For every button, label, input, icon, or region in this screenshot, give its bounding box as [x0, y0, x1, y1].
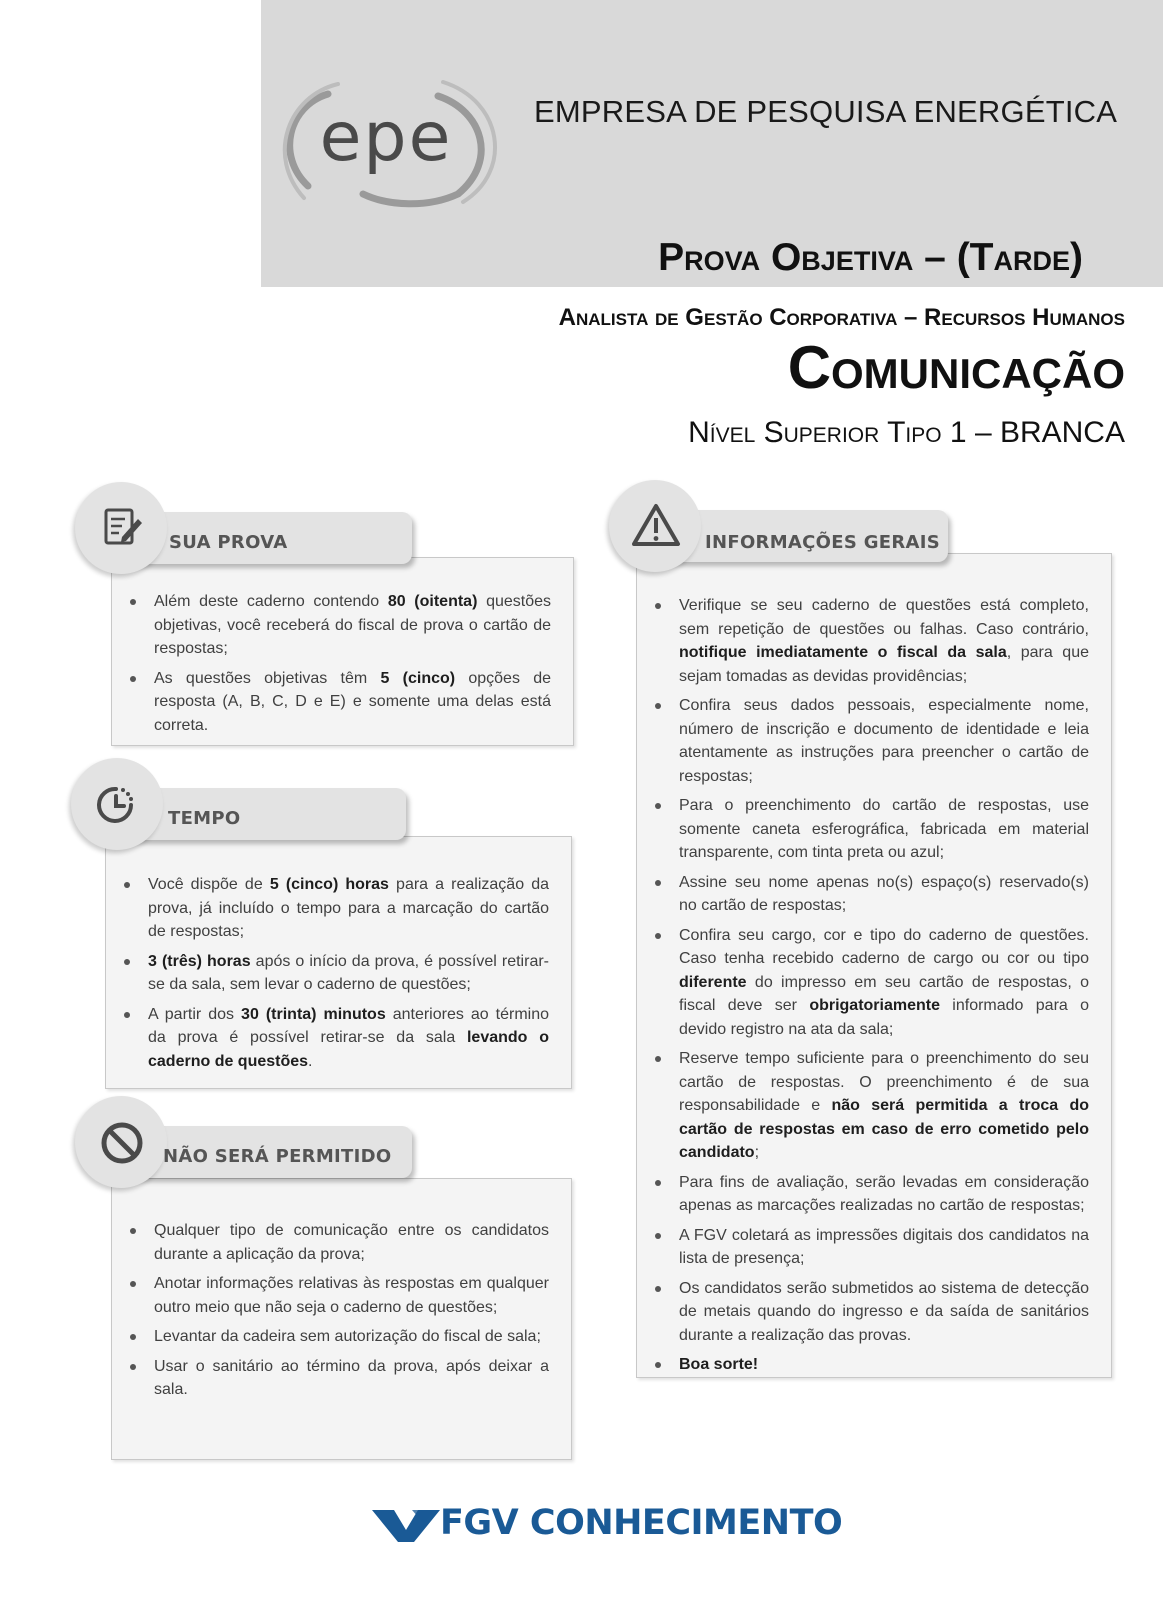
list-item [647, 1277, 1089, 1348]
emphasis-text: 3 (três) horas [148, 952, 251, 970]
item-text: Usar o sanitário ao término da prova, após deixar a sala. [154, 1357, 549, 1398]
emphasis-text: 80 (oitenta) [387, 593, 478, 610]
list-item [647, 871, 1089, 918]
item-text: Você dispõe de [148, 876, 270, 893]
item-text: para a realização da prova, já incluído o tempo para a marcação do cartão de respostas; [148, 876, 549, 940]
item-text: As questões objetivas têm [154, 669, 381, 687]
list-item [647, 594, 1089, 688]
item-text: após o início da prova, é possível retirar-se da sala, sem levar o caderno de questões; [148, 952, 549, 993]
informacoes-list [637, 554, 1111, 1377]
item-text: Confira seu cargo, cor e tipo do caderno de questões. Caso tenha recebido caderno de cargo ou cor ou tipo [679, 926, 1089, 967]
epe-logo [268, 76, 504, 208]
item-text: Para o preenchimento do cartão de respostas, use somente caneta esferográfica, fabricada em material transparente, com tinta preta ou azul; [679, 797, 1089, 861]
item-text: A FGV coletará as impressões digitais dos candidatos na lista de presença; [679, 1226, 1089, 1267]
nao-permitido-list [112, 1179, 571, 1402]
clock-icon [93, 782, 139, 828]
cargo-title: Analista de Gestão Corporativa – Recursos Humanos [558, 304, 1125, 331]
list-item [116, 1003, 549, 1074]
tempo-title: TEMPO [168, 808, 241, 829]
sua-prova-box [111, 557, 574, 746]
emphasis-text: levando o caderno de questões [148, 1029, 549, 1070]
checklist-icon [100, 505, 144, 549]
emphasis-text: não será permitida a troca do cartão de respostas em caso de erro cometido pelo candidato [679, 1097, 1089, 1161]
list-item [116, 873, 549, 944]
emphasis-text: 30 (trinta) minutos [241, 1005, 386, 1023]
emphasis-text: diferente [679, 973, 747, 991]
item-text: opções de resposta (A, B, C, D e E) e somente uma delas está correta. [154, 669, 552, 734]
list-item [122, 667, 551, 738]
informacoes-title: INFORMAÇÕES GERAIS [705, 532, 941, 553]
nao-permitido-title: NÃO SERÁ PERMITIDO [163, 1146, 392, 1167]
list-item [647, 794, 1089, 865]
emphasis-text: Boa sorte! [679, 1356, 759, 1373]
list-item [647, 1047, 1089, 1165]
item-text: Confira seus dados pessoais, especialmente nome, número de inscrição e documento de identidade e leia atentamente as instruções para preencher o cartão de respostas; [679, 697, 1089, 785]
list-item [647, 1171, 1089, 1218]
list-item [122, 1272, 549, 1319]
nao-permitido-box [111, 1178, 572, 1460]
emphasis-text: obrigatoriamente [809, 997, 940, 1014]
item-text: Os candidatos serão submetidos ao sistema de detecção de metais quando do ingresso e da saída de sanitários durante a realização das provas. [679, 1279, 1089, 1344]
sua-prova-list [112, 558, 573, 737]
list-item [647, 1353, 1089, 1377]
item-text: Assine seu nome apenas no(s) espaço(s) reservado(s) no cartão de respostas; [679, 873, 1089, 914]
sua-prova-title: SUA PROVA [169, 532, 288, 553]
emphasis-text: 5 (cinco) [380, 669, 456, 687]
list-item [116, 950, 549, 997]
list-item [122, 1325, 549, 1349]
item-text: A partir dos [148, 1005, 242, 1023]
fgv-brand: FGV CONHECIMENTO [440, 1503, 843, 1543]
organization-name: EMPRESA DE PESQUISA ENERGÉTICA [534, 94, 1118, 129]
item-text: Qualquer tipo de comunicação entre os candidatos durante a aplicação da prova; [154, 1222, 549, 1263]
prohibited-icon [98, 1119, 146, 1167]
item-text: Reserve tempo suficiente para o preenchimento do seu cartão de respostas. O preenchimento é de sua responsabilidade e [679, 1050, 1089, 1114]
tempo-list [106, 837, 571, 1073]
list-item [122, 1355, 549, 1402]
list-item [122, 590, 551, 661]
item-text: Além deste caderno contendo [154, 593, 388, 610]
warning-icon [630, 502, 682, 548]
logo-text: epe [319, 98, 453, 177]
emphasis-text: 5 (cinco) horas [269, 876, 389, 893]
list-item [647, 694, 1089, 788]
item-text: Anotar informações relativas às respostas em qualquer outro meio que não seja o caderno de questões; [154, 1275, 549, 1316]
item-text: questões objetivas, você receberá do fiscal de prova o cartão de respostas; [154, 593, 552, 657]
item-text: Levantar da cadeira sem autorização do fiscal de sala; [154, 1328, 541, 1345]
item-text: ; [754, 1144, 760, 1161]
item-text: do impresso em seu cartão de respostas, o fiscal deve ser [679, 973, 1089, 1014]
item-text: Para fins de avaliação, serão levadas em consideração apenas as marcações realizadas no cartão de respostas; [679, 1173, 1089, 1214]
list-item [647, 924, 1089, 1042]
emphasis-text: notifique imediatamente o fiscal da sala [679, 644, 1007, 661]
informacoes-box [636, 553, 1112, 1378]
item-text: anteriores ao término da prova é possível retirar-se da sala [148, 1005, 550, 1046]
item-text: informado para o devido registro na ata da sala; [679, 997, 1090, 1038]
list-item [647, 1224, 1089, 1271]
level-title: Nível Superior Tipo 1 – BRANCA [688, 416, 1125, 449]
item-text: . [308, 1052, 313, 1070]
tempo-box [105, 836, 572, 1089]
list-item [122, 1219, 549, 1266]
exam-title: Prova Objetiva – (Tarde) [658, 236, 1083, 279]
subject-title: Comunicação [787, 334, 1125, 401]
item-text: , para que sejam tomadas as devidas providências; [679, 644, 1089, 685]
item-text: Verifique se seu caderno de questões está completo, sem repetição de questões ou falhas. Caso contrário, [679, 597, 1089, 638]
